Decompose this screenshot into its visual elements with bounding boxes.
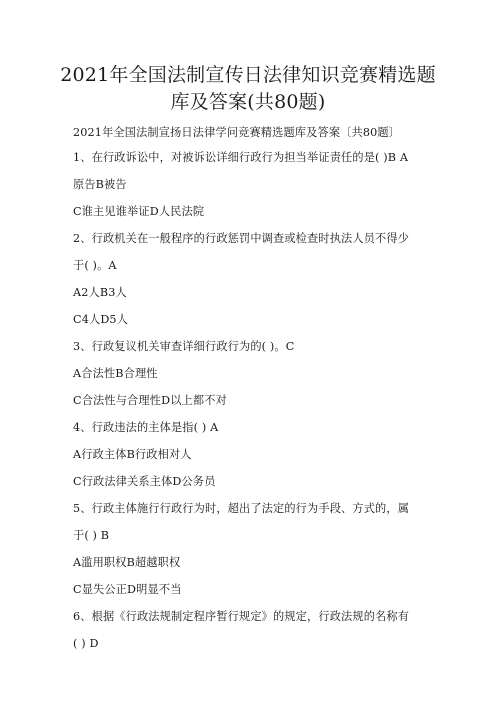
question-1-options-1: 原告B被告 [73, 178, 127, 191]
document-title-line-2: 库及答案(共80题) [170, 91, 326, 113]
question-6-line: 6、根据《行政法规制定程序暂行规定》的规定，行政法规的名称有 [73, 610, 410, 623]
question-2-line: 2、行政机关在一般程序的行政惩罚中调查或检查时执法人员不得少 [73, 232, 410, 245]
question-3-options-1: A合法性B合理性 [73, 367, 158, 380]
question-4-options-2: C行政法律关系主体D公务员 [73, 475, 216, 488]
subtitle-line: 2021年全国法制宣扬日法律学问竞赛精选题库及答案〔共80题〕 [73, 126, 401, 139]
question-5-line-cont: 于( ) B [73, 529, 110, 542]
question-4-line: 4、行政违法的主体是指( ) A [73, 421, 219, 434]
document-title-line-1: 2021年全国法制宣传日法律知识竞赛精选题 [60, 64, 436, 86]
question-5-line: 5、行政主体施行行政行为时，超出了法定的行为手段、方式的，属 [73, 502, 410, 515]
question-5-options-1: A滥用职权B超越职权 [73, 556, 181, 569]
question-4-options-1: A行政主体B行政相对人 [73, 448, 192, 461]
question-6-line-cont: ( ) D [73, 637, 99, 650]
question-2-options-1: A2人B3人 [73, 286, 127, 299]
question-1-line: 1、在行政诉讼中，对被诉讼详细行政行为担当举证责任的是( )B A [73, 151, 409, 164]
question-3-options-2: C合法性与合理性D以上都不对 [73, 394, 227, 407]
question-2-line-cont: 于( )。A [73, 259, 117, 272]
question-2-options-2: C4人D5人 [73, 313, 129, 326]
question-3-line: 3、行政复议机关审查详细行政行为的( )。C [73, 340, 295, 353]
question-1-options-2: C谁主见谁举证D人民法院 [73, 205, 205, 218]
question-5-options-2: C显失公正D明显不当 [73, 583, 182, 596]
